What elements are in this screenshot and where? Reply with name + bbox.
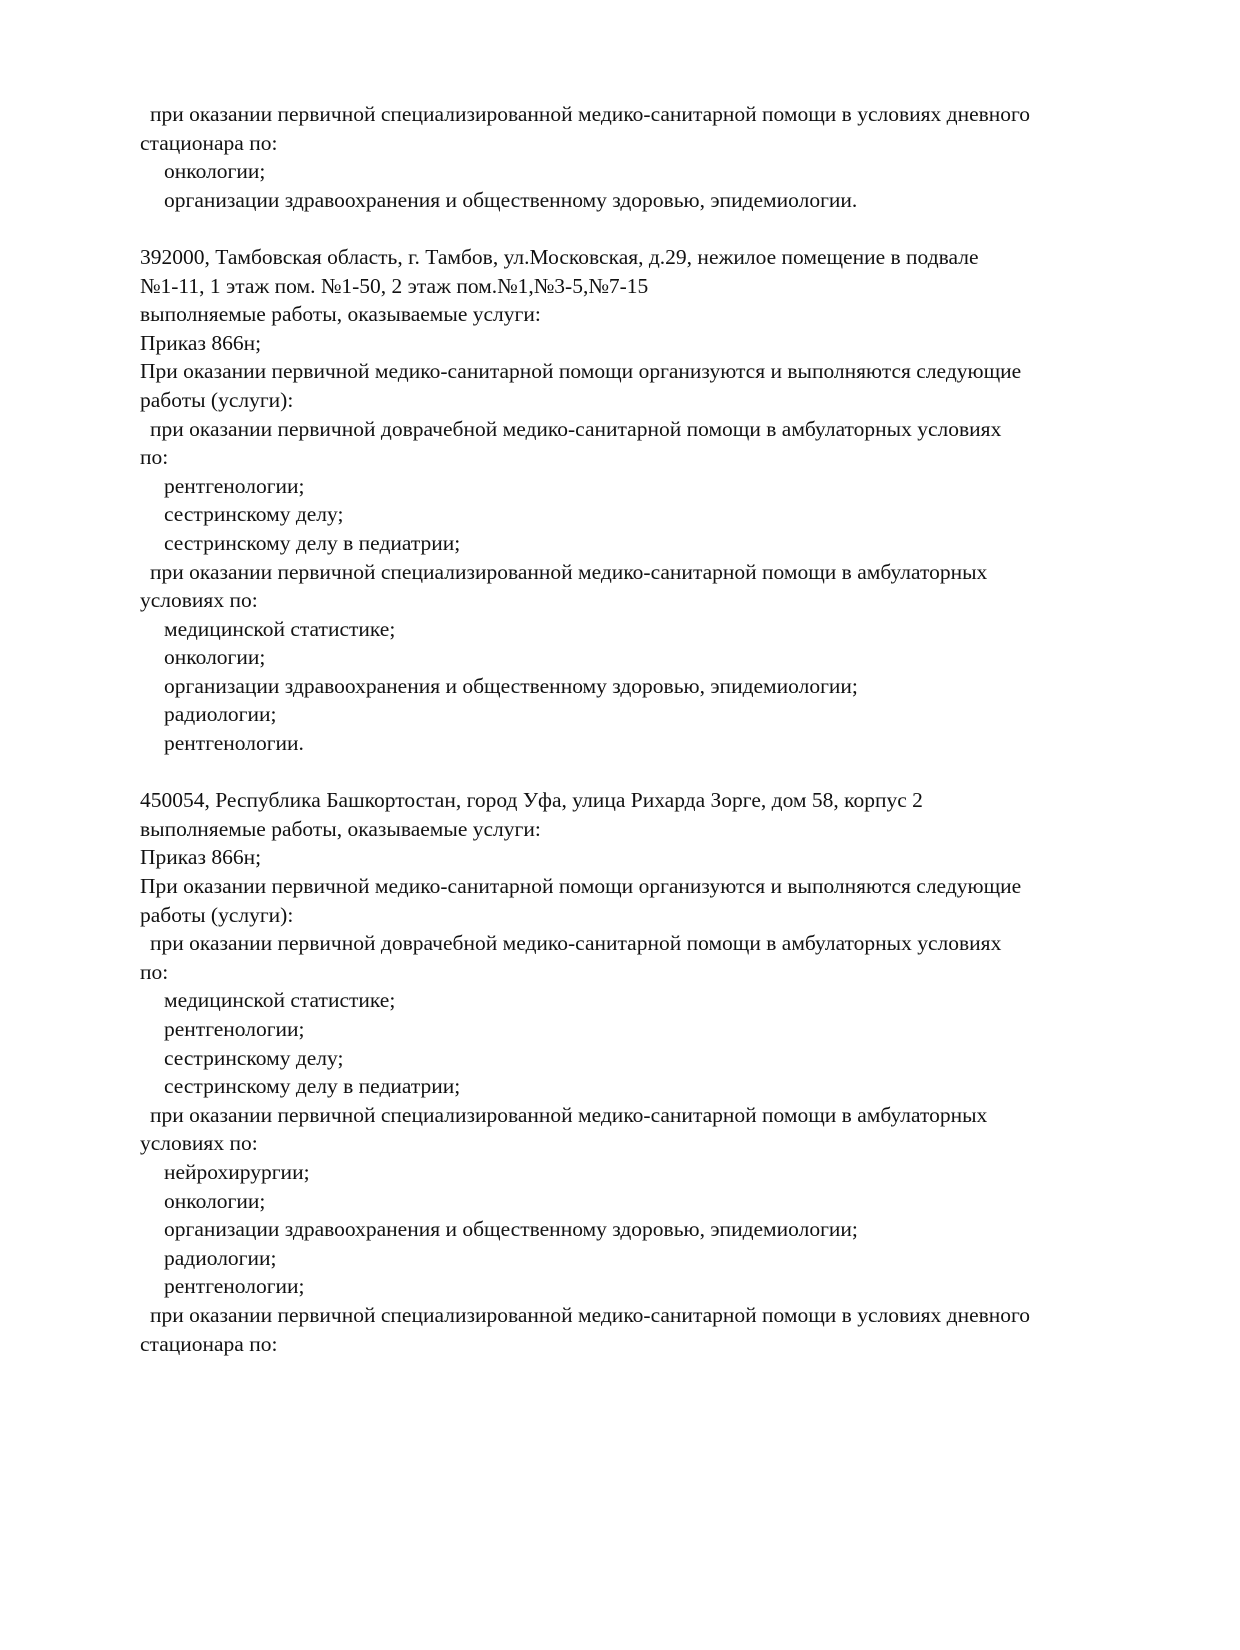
list-item: рентгенологии; [164, 1017, 305, 1041]
section-tambov [140, 243, 1140, 758]
list-item: организации здравоохранения и общественному здоровью, эпидемиологии; [164, 673, 858, 698]
text-line: при оказании первичной специализированной медико-санитарной помощи в условиях дневного [150, 1302, 1031, 1327]
list-item: организации здравоохранения и общественному здоровью, эпидемиологии; [164, 1217, 858, 1242]
text-line: при оказании первичной специализированной медико-санитарной помощи в условиях дневного [150, 102, 1031, 126]
list-item: сестринскому делу; [164, 1045, 344, 1070]
list-item: онкологии; [164, 159, 266, 184]
text-line: при оказании первичной доврачебной медико-санитарной помощи в амбулаторных условиях [150, 416, 1002, 441]
section-top [140, 100, 1140, 214]
list-item: сестринскому делу в педиатрии; [164, 530, 461, 555]
list-item: медицинской статистике; [164, 616, 396, 641]
text-line: условиях по: [140, 1131, 258, 1156]
text-line: по: [140, 959, 169, 984]
paragraph-gap [140, 214, 1140, 243]
list-item: онкологии; [164, 645, 266, 670]
text-line: условиях по: [140, 588, 258, 613]
text-line: При оказании первичной медико-санитарной помощи организуются и выполняются следующие [140, 359, 1022, 384]
text-line: по: [140, 445, 169, 470]
list-item: рентгенологии. [164, 731, 304, 756]
address-line: 450054, Республика Башкортостан, город Уфа, улица Рихарда Зорге, дом 58, корпус 2 [140, 788, 923, 813]
paragraph-gap [140, 758, 1140, 787]
text-line: Приказ 866н; [140, 330, 262, 355]
address-line: 392000, Тамбовская область, г. Тамбов, ул.Московская, д.29, нежилое помещение в подвале [140, 244, 979, 269]
text-line: Приказ 866н; [140, 845, 262, 870]
document-body [140, 100, 1140, 1358]
text-line: при оказании первичной доврачебной медико-санитарной помощи в амбулаторных условиях [150, 931, 1002, 956]
text-line: при оказании первичной специализированной медико-санитарной помощи в амбулаторных [150, 559, 988, 584]
list-item: нейрохирургии; [164, 1159, 310, 1184]
text-line: При оказании первичной медико-санитарной помощи организуются и выполняются следующие [140, 874, 1022, 899]
text-line: работы (услуги): [140, 902, 294, 927]
address-line: №1-11, 1 этаж пом. №1-50, 2 этаж пом.№1,№3-5,№7-15 [140, 273, 649, 298]
list-item: организации здравоохранения и общественному здоровью, эпидемиологии. [164, 187, 858, 212]
text-line: при оказании первичной специализированной медико-санитарной помощи в амбулаторных [150, 1102, 988, 1127]
text-line: стационара по: [140, 1331, 278, 1356]
list-item: радиологии; [164, 702, 277, 727]
list-item: медицинской статистике; [164, 988, 396, 1013]
text-line: выполняемые работы, оказываемые услуги: [140, 302, 541, 327]
text-line: работы (услуги): [140, 387, 294, 412]
list-item: рентгенологии; [164, 1274, 305, 1299]
list-item: радиологии; [164, 1245, 277, 1270]
text-line: стационара по: [140, 130, 278, 155]
text-line: выполняемые работы, оказываемые услуги: [140, 816, 541, 841]
list-item: рентгенологии; [164, 473, 305, 498]
list-item: сестринскому делу в педиатрии; [164, 1074, 461, 1099]
list-item: сестринскому делу; [164, 502, 344, 527]
list-item: онкологии; [164, 1188, 266, 1213]
section-ufa [140, 786, 1140, 1358]
